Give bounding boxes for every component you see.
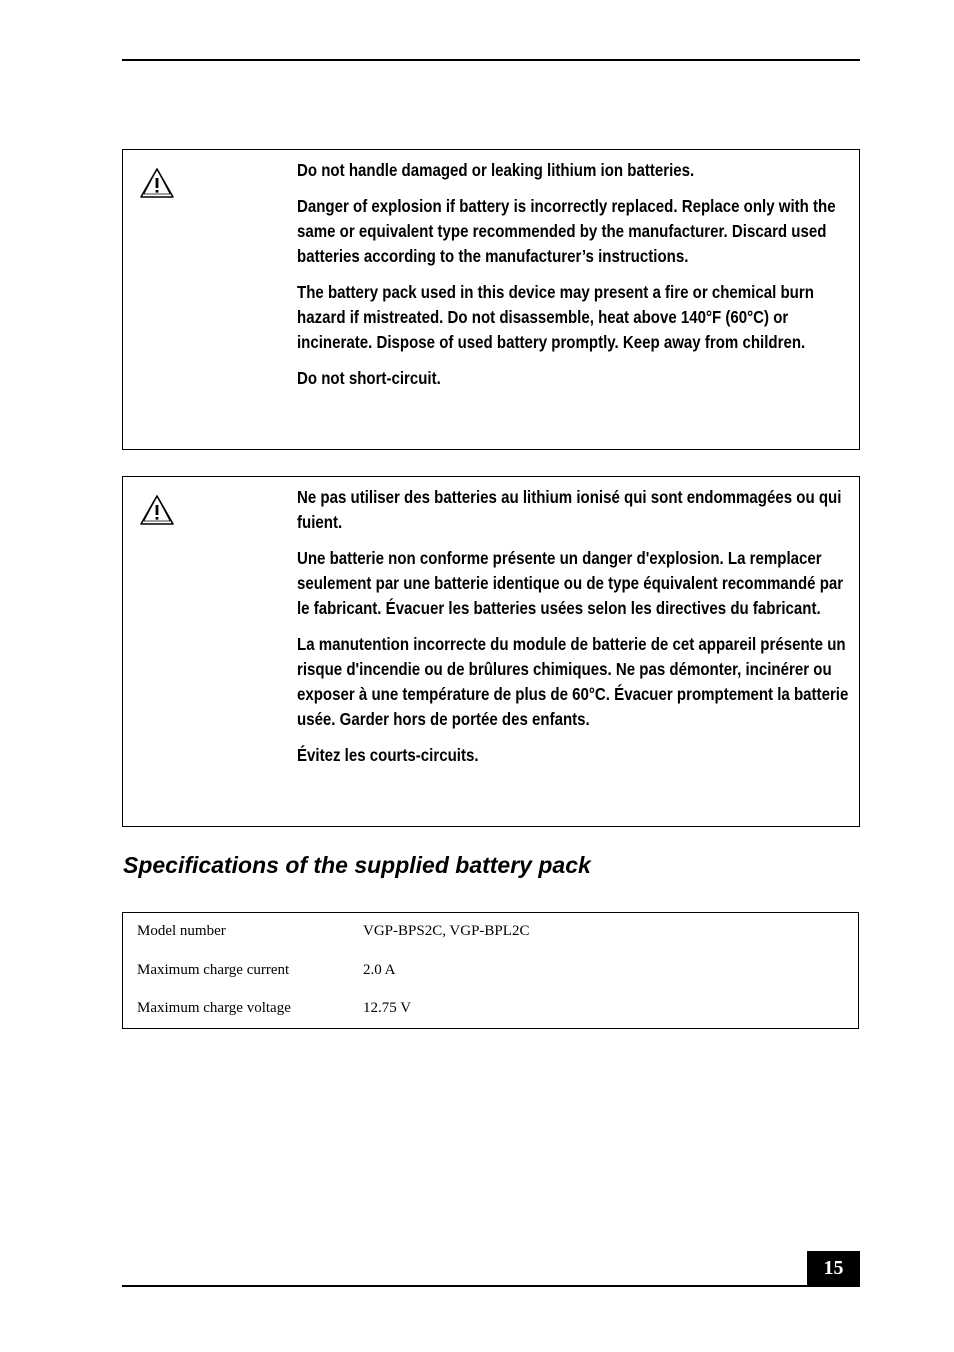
warning-paragraph: Ne pas utiliser des batteries au lithium ionisé qui sont endommagées ou qui fuient.: [297, 487, 842, 532]
warning-paragraph: Do not short-circuit.: [297, 368, 441, 388]
header-rule: [122, 59, 860, 61]
spec-label: Maximum charge voltage: [137, 1000, 291, 1016]
table-row: [123, 1000, 858, 1020]
spec-label: Model number: [137, 923, 226, 939]
warning-paragraph: La manutention incorrecte du module de batterie de cet appareil présente un risque d'incendie ou de brûlures chimiques. Ne pas démonter, incinérer ou exposer à une température de plus de 60°C. Évacuer promptement la batterie usée. Garder hors de portée des enfants.: [297, 634, 849, 729]
spec-table: [122, 912, 859, 1029]
warning-paragraph: Une batterie non conforme présente un danger d'explosion. La remplacer seulement par une batterie identique ou de type équivalent recommandé par le fabricant. Évacuer les batteries usées selon les directives du fabricant.: [297, 548, 844, 618]
spec-value: 2.0 A: [363, 962, 396, 978]
warning-paragraph: Évitez les courts-circuits.: [297, 745, 479, 765]
warning-paragraph: Danger of explosion if battery is incorrectly replaced. Replace only with the same or equivalent type recommended by the manufacturer. Discard used batteries according to the manufacturer’s instructions.: [297, 196, 836, 266]
spec-value: 12.75 V: [363, 1000, 412, 1016]
table-row: [123, 923, 858, 943]
spec-label: Maximum charge current: [137, 962, 290, 978]
table-row: [123, 962, 858, 982]
warning-triangle-icon: [139, 167, 175, 199]
page-number: 15: [807, 1251, 860, 1287]
section-title: Specifications of the supplied battery pack: [123, 852, 591, 878]
warning-text-english: [297, 158, 836, 402]
warning-box-french: [122, 476, 860, 827]
footer-rule: [122, 1285, 860, 1287]
warning-triangle-icon: [139, 494, 175, 526]
spec-value: VGP-BPS2C, VGP-BPL2C: [363, 923, 530, 939]
warning-paragraph: The battery pack used in this device may present a fire or chemical burn hazard if mistreated. Do not disassemble, heat above 140°F (60°C) or incinerate. Dispose of used battery promptly. Keep away from children.: [297, 282, 814, 352]
warning-box-english: [122, 149, 860, 450]
warning-text-french: [297, 485, 849, 779]
warning-paragraph: Do not handle damaged or leaking lithium ion batteries.: [297, 160, 695, 180]
